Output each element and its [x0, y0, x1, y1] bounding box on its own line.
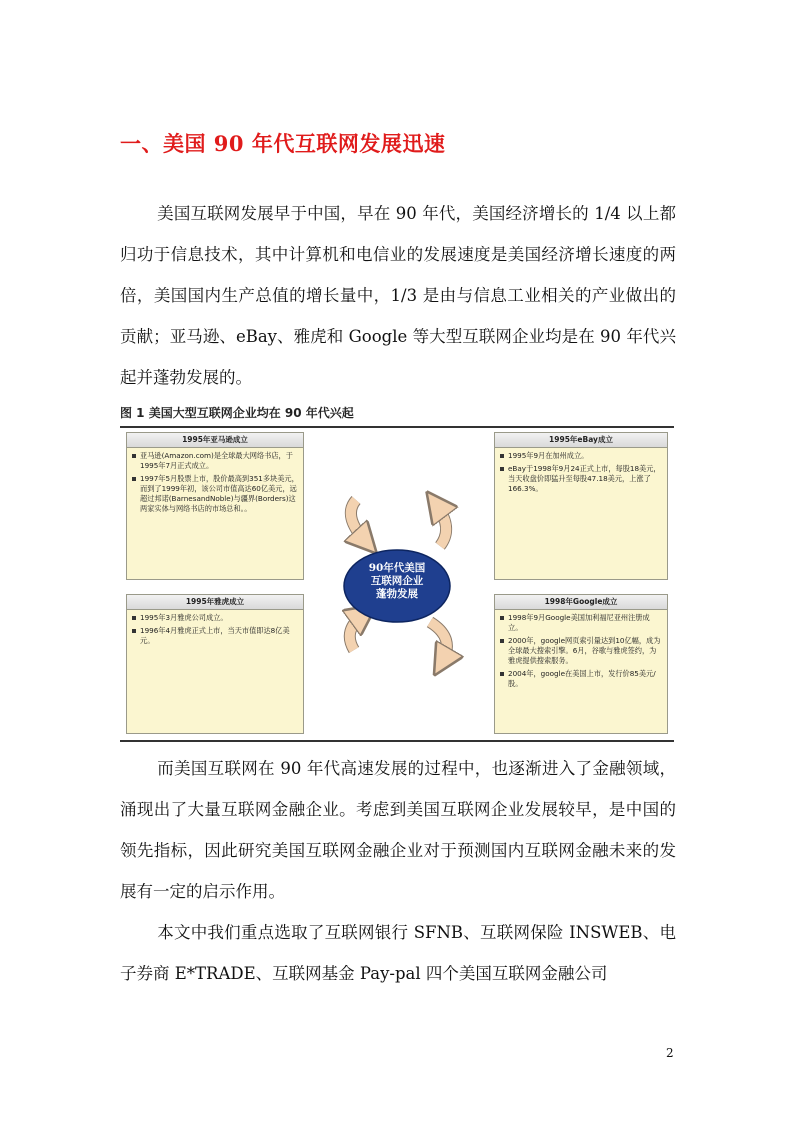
- google-box: [494, 594, 668, 734]
- ebay-box-title: 1995年eBay成立: [495, 433, 667, 448]
- paragraph-3-text: 本文中我们重点选取了互联网银行 SFNB、互联网保险 INSWEB、电子券商 E*TRADE、互联网基金 Pay-pal 四个美国互联网金融公司: [120, 923, 676, 983]
- list-item: eBay于1998年9月24正式上市，每股18美元，当天收盘价即猛升至每股47.18美元，上涨了166.3%。: [499, 464, 663, 494]
- list-item: 亚马逊(Amazon.com)是全球最大网络书店，于1995年7月正式成立。: [131, 451, 299, 471]
- figure-1: [120, 404, 674, 744]
- list-item: 1997年5月股票上市，股价最高到351多块美元，而到了1999年初，该公司市值高达60亿美元，远超过邦诺(BarnesandNoble)与疆界(Borders)这两家实体与网络书店的市场总和。。: [131, 474, 299, 514]
- paragraph-1-text: 美国互联网发展早于中国，早在 90 年代，美国经济增长的 1/4 以上都归功于信息技术，其中计算机和电信业的发展速度是美国经济增长速度的两倍，美国国内生产总值的增长量中，1/3 是由与信息工业相关的产业做出的贡献；亚马逊、eBay、雅虎和 Google 等大型互联网企业均是在 90 年代兴起并蓬勃发展的。: [120, 204, 676, 387]
- center-label-line-2: 互联网企业: [370, 575, 424, 587]
- yahoo-box-title: 1995年雅虎成立: [127, 595, 303, 610]
- list-item: 2004年，google在美国上市，发行价85美元/股。: [499, 669, 663, 689]
- paragraph-3: [120, 912, 676, 994]
- paragraph-1: [120, 193, 676, 398]
- list-item: 1996年4月雅虎正式上市，当天市值即达8亿美元。: [131, 626, 299, 646]
- ebay-box: [494, 432, 668, 580]
- center-label: [342, 562, 452, 601]
- list-item: 1995年9月在加州成立。: [499, 451, 663, 461]
- amazon-list: [127, 448, 303, 514]
- list-item: 1995年3月雅虎公司成立。: [131, 613, 299, 623]
- yahoo-list: [127, 610, 303, 646]
- paragraph-2-text: 而美国互联网在 90 年代高速发展的过程中，也逐渐进入了金融领域，涌现出了大量互联网金融企业。考虑到美国互联网企业发展较早，是中国的领先指标，因此研究美国互联网金融企业对于预测国内互联网金融未来的发展有一定的启示作用。: [120, 759, 676, 901]
- section-heading: 一、美国 90 年代互联网发展迅速: [120, 131, 446, 156]
- center-label-line-3: 蓬勃发展: [376, 588, 418, 600]
- google-list: [495, 610, 667, 689]
- amazon-box-title: 1995年亚马逊成立: [127, 433, 303, 448]
- center-label-line-1: 90年代美国: [368, 562, 426, 574]
- figure-caption: 图 1 美国大型互联网企业均在 90 年代兴起: [120, 406, 354, 420]
- ebay-list: [495, 448, 667, 494]
- yahoo-box: [126, 594, 304, 734]
- list-item: 2000年，google网页索引量达到10亿幅，成为全球最大搜索引擎。6月，谷歌与雅虎签约，为雅虎提供搜索服务。: [499, 636, 663, 666]
- figure-bottom-rule: [120, 740, 674, 742]
- page-number: 2: [666, 1046, 674, 1060]
- amazon-box: [126, 432, 304, 580]
- list-item: 1998年9月Google美国加利福尼亚州注册成立。: [499, 613, 663, 633]
- paragraph-2: [120, 748, 676, 912]
- google-box-title: 1998年Google成立: [495, 595, 667, 610]
